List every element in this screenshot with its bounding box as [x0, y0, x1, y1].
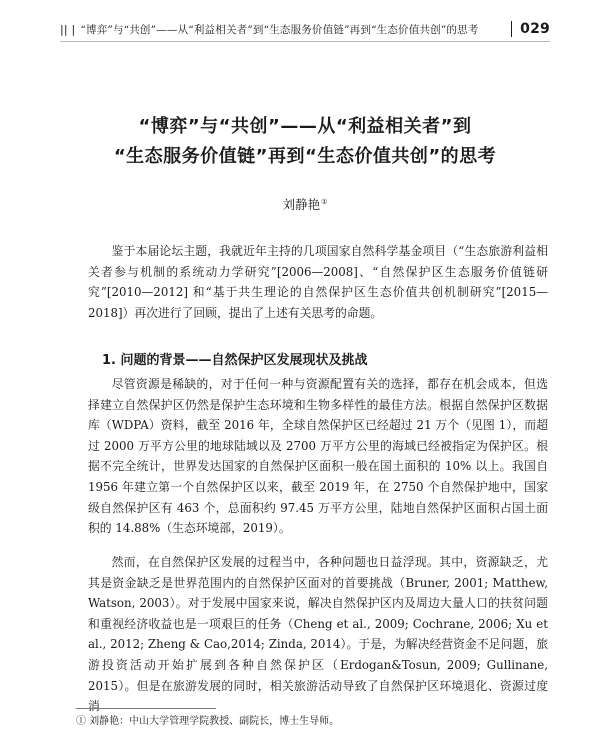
author-note-marker: ① [321, 197, 328, 206]
article-title-line-1: “博弈”与“共创”——从“利益相关者”到 [138, 116, 472, 137]
footnote: ① 刘静艳：中山大学管理学院教授、副院长，博士生导师。 [76, 716, 340, 727]
running-head [60, 20, 550, 38]
running-head-title: “博弈”与“共创”——从“利益相关者”到“生态服务价值链”再到“生态价值共创”的思考 [80, 23, 479, 36]
author-byline [60, 195, 550, 213]
footnote-divider [76, 708, 216, 709]
author-name: 刘静艳 [282, 197, 321, 212]
section-heading: 1. 问题的背景——自然保护区发展现状及挑战 [102, 353, 368, 368]
intro-paragraph: 鉴于本届论坛主题，我就近年主持的几项国家自然科学基金项目（“生态旅游利益相关者参与机制的系统动力学研究”[2006—2008]、“自然保护区生态服务价值链研究”[2010—2012] 和“基于共生理论的自然保护区生态价值共创机制研究”[2015—2018]）再次进行了回顾，提出了上述有关思考的命题。 [88, 244, 548, 320]
article-title-line-2: “生态服务价值链”再到“生态价值共创”的思考 [113, 146, 497, 167]
page-number: 029 [511, 21, 550, 37]
body-paragraph-2: 然而，在自然保护区发展的过程当中，各种问题也日益浮现。其中，资源缺乏，尤其是资金缺乏是世界范围内的自然保护区面对的首要挑战（Bruner, 2001; Matthew, Watson, 2003）。对于发展中国家来说，解决自然保护区内及周边大量人口的扶贫问题和重视经济收益也是一项艰巨的任务（Cheng et al., 2009; Cochrane, 2006; Xu et al., 2012; Zheng & Cao,2014; Zinda, 2014）。于是，为解决经营资金不足问题，旅游投资活动开始扩展到各种自然保护区（Erdogan&Tosun, 2009; Gullinane, 2015）。但是在旅游发展的同时，相关旅游活动导致了自然保护区环境退化、资源过度消 [88, 555, 548, 714]
article-title [60, 112, 550, 172]
running-head-marks: || | [60, 22, 76, 36]
body-paragraph-1: 尽管资源是稀缺的，对于任何一种与资源配置有关的选择，都存在机会成本，但选择建立自然保护区仍然是保护生态环境和生物多样性的最佳方法。根据自然保护区数据库（WDPA）资料，截至 2016 年，全球自然保护区已经超过 21 万个（见图 1），而超过 2000 万平方公里的地球陆域以及 2700 万平方公里的海域已经被指定为保护区。根据不完全统计，世界发达国家的自然保护区面积一般在国土面积的 10% 以上。我国自 1956 年建立第一个自然保护区以来，截至 2019 年，在 2750 个自然保护地中，国家级自然保护区有 463 个，总面积约 97.45 万平方公里，陆地自然保护区面积占国土面积的 14.88%（生态环境部，2019）。 [88, 377, 548, 536]
header-divider [60, 41, 550, 42]
